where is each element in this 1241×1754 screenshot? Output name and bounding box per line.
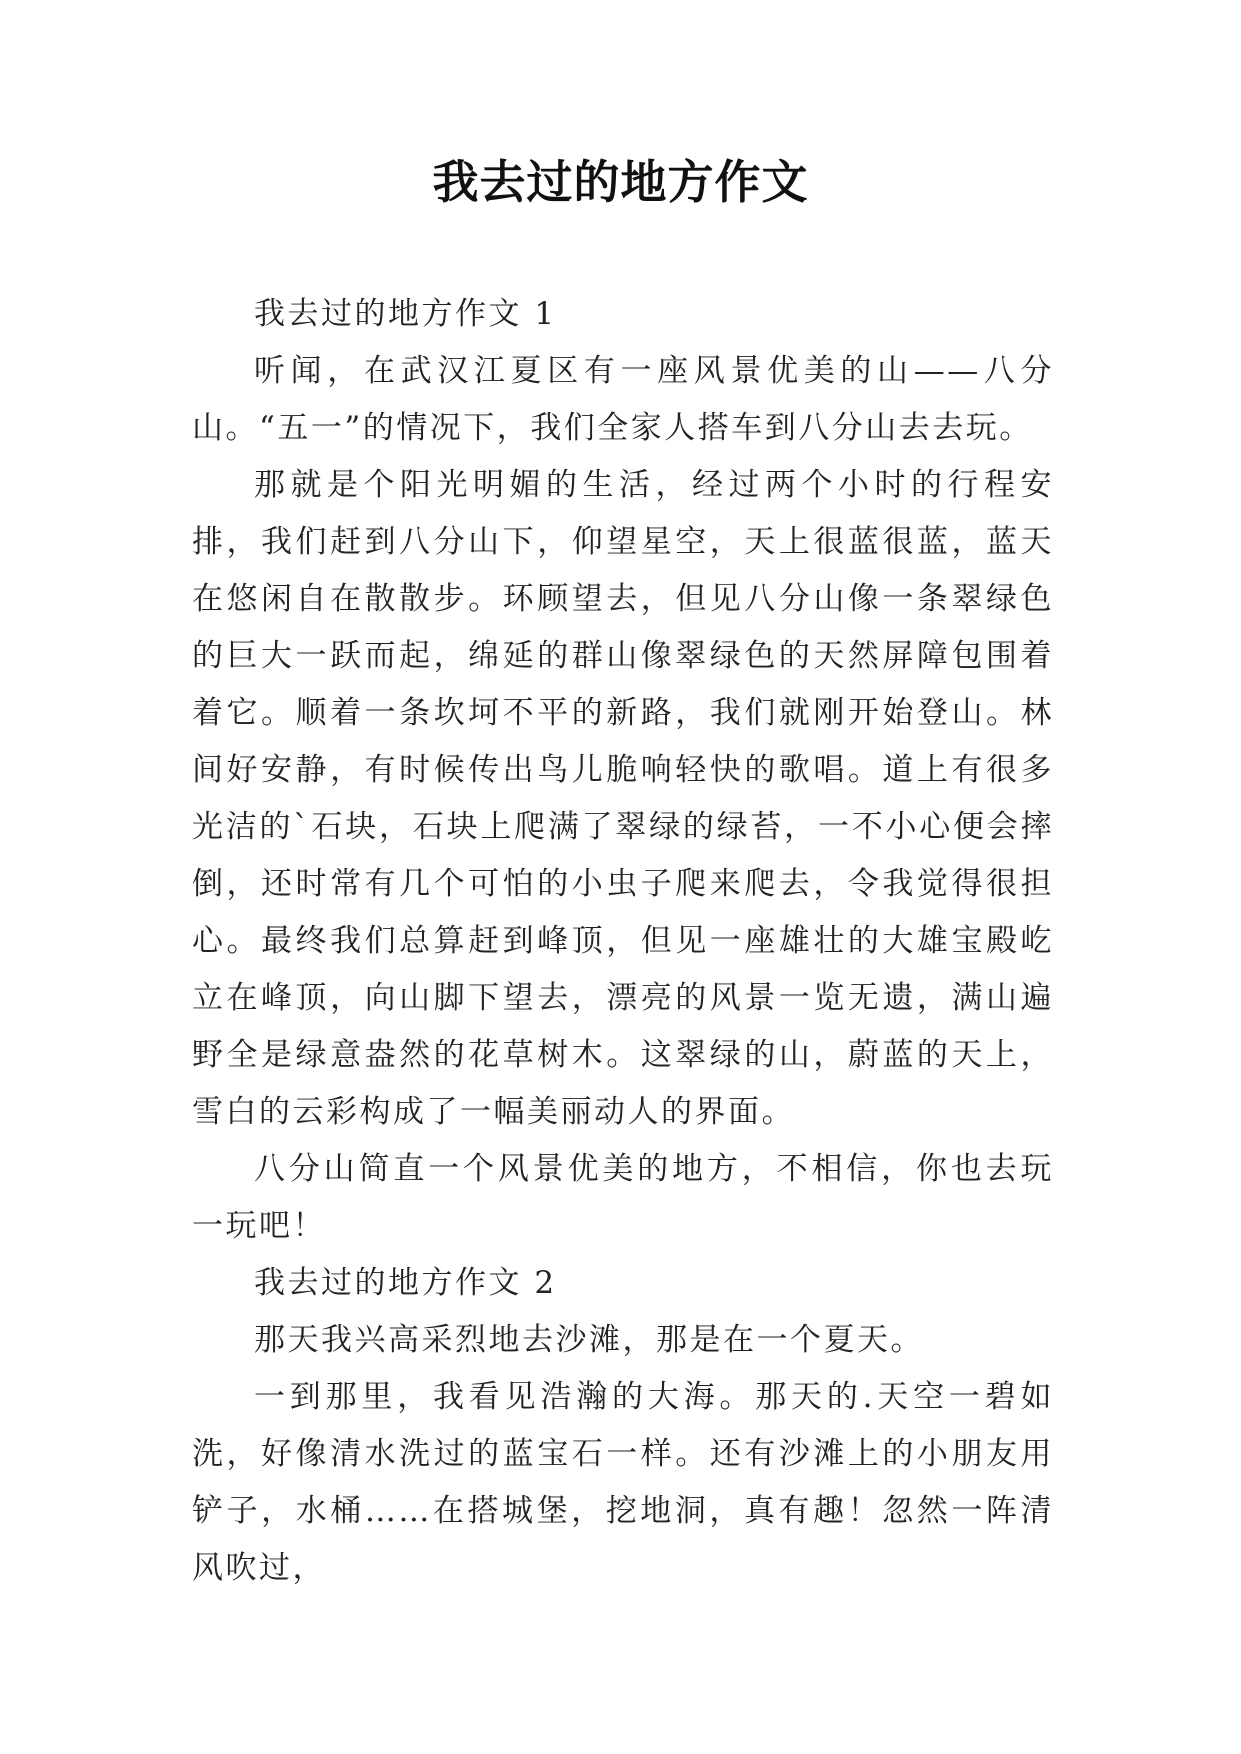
essay-heading-2: 我去过的地方作文 2	[254, 1265, 557, 1301]
document-body	[192, 286, 1054, 1597]
document-title: 我去过的地方作文	[432, 155, 809, 209]
essay-heading-1: 我去过的地方作文 1	[254, 296, 557, 332]
paragraph: 那就是个阳光明媚的生活，经过两个小时的行程安排，我们赶到八分山下，仰望星空，天上很蓝很蓝，蓝天在悠闲自在散散步。环顾望去，但见八分山像一条翠绿色的巨大一跃而起，绵延的群山像翠绿色的天然屏障包围着着它。顺着一条坎坷不平的新路，我们就刚开始登山。林间好安静，有时候传出鸟儿脆响轻快的歌唱。道上有很多光洁的`石块，石块上爬满了翠绿的绿苔，一不小心便会摔倒，还时常有几个可怕的小虫子爬来爬去，令我觉得很担心。最终我们总算赶到峰顶，但见一座雄壮的大雄宝殿屹立在峰顶，向山脚下望去，漂亮的风景一览无遗，满山遍野全是绿意盎然的花草树木。这翠绿的山，蔚蓝的天上，雪白的云彩构成了一幅美丽动人的界面。	[192, 467, 1054, 1130]
paragraph: 听闻，在武汉江夏区有一座风景优美的山——八分山。“五一”的情况下，我们全家人搭车到八分山去去玩。	[192, 353, 1054, 446]
paragraph: 八分山简直一个风景优美的地方，不相信，你也去玩一玩吧！	[192, 1151, 1054, 1244]
paragraph: 一到那里，我看见浩瀚的大海。那天的.天空一碧如洗，好像清水洗过的蓝宝石一样。还有沙滩上的小朋友用铲子，水桶……在搭城堡，挖地洞，真有趣！忽然一阵清风吹过，	[192, 1379, 1054, 1586]
paragraph: 那天我兴高采烈地去沙滩，那是在一个夏天。	[254, 1322, 924, 1358]
